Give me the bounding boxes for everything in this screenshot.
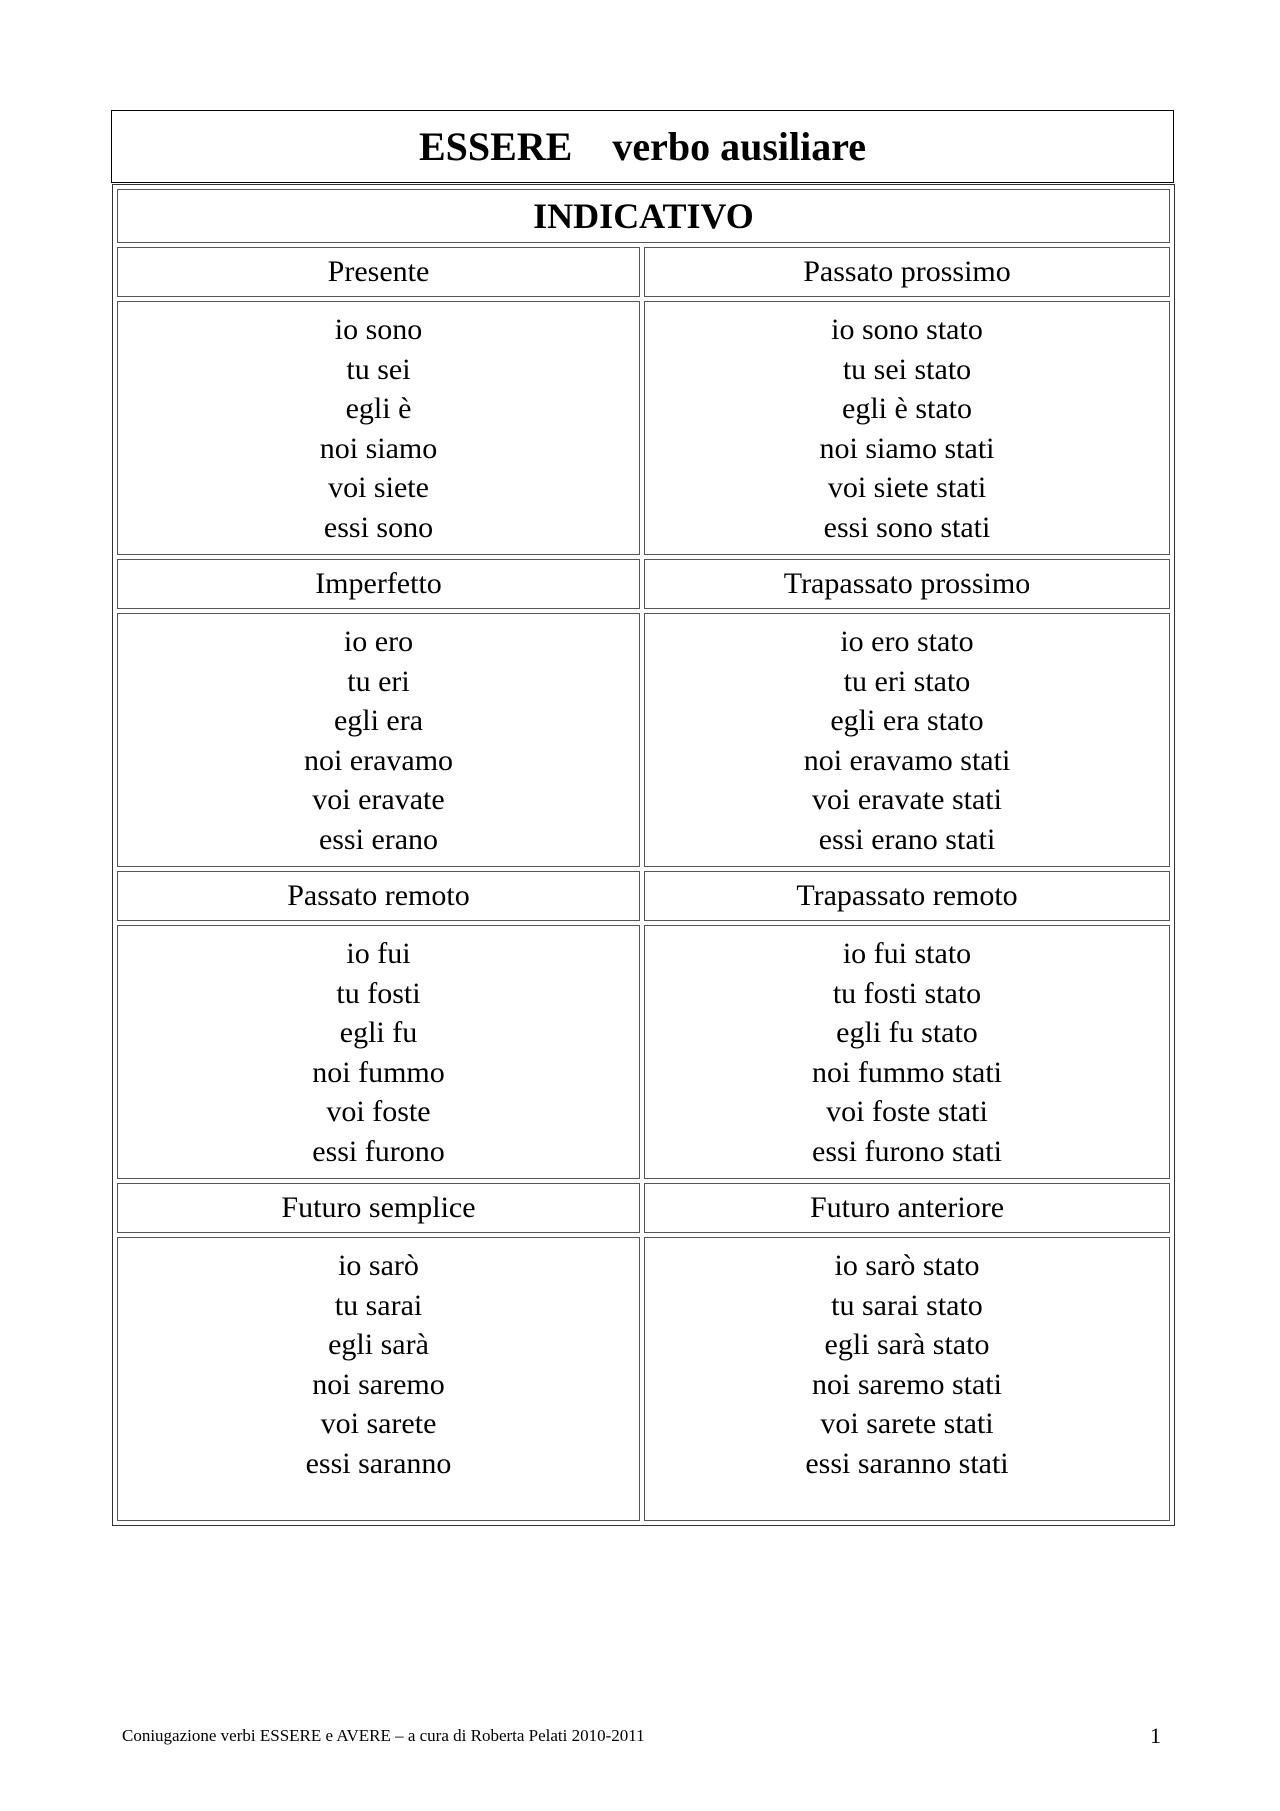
- conjugation-form: egli era stato: [830, 704, 984, 738]
- conjugation-form: egli sarà stato: [824, 1328, 990, 1362]
- conjugation-form: voi sarete stati: [820, 1407, 994, 1441]
- tense-label-futuro-semplice: Futuro semplice: [117, 1183, 640, 1233]
- conjugation-form: egli è stato: [842, 392, 972, 426]
- conjugation-presente: [117, 301, 640, 555]
- conjugation-form: io ero: [343, 625, 414, 658]
- tense-label-trapassato-remoto: Trapassato remoto: [644, 871, 1170, 921]
- conjugation-form: voi siete stati: [827, 471, 987, 505]
- conjugation-form: tu eri: [347, 664, 410, 698]
- footer-credit: Coniugazione verbi ESSERE e AVERE – a cura di Roberta Pelati 2010-2011: [122, 1726, 645, 1745]
- conjugation-futuro-anteriore: [644, 1237, 1170, 1521]
- page-number: 1: [1150, 1723, 1161, 1748]
- conjugation-passato-prossimo: [644, 301, 1170, 555]
- conjugation-form: io sono stato: [831, 313, 983, 346]
- conjugation-form: noi fummo: [312, 1055, 445, 1089]
- conjugation-form: essi furono: [312, 1134, 445, 1168]
- tense-label-trapassato-prossimo: Trapassato prossimo: [644, 559, 1170, 609]
- page-title: ESSERE verbo ausiliare: [111, 110, 1174, 183]
- conjugation-form: io sarò: [338, 1249, 419, 1282]
- tense-label-passato-remoto: Passato remoto: [117, 871, 640, 921]
- conjugation-form: essi sono stati: [823, 510, 991, 544]
- conjugation-form: egli fu stato: [836, 1016, 978, 1050]
- conjugation-table: [112, 184, 1175, 1526]
- conjugation-form: egli sarà: [328, 1328, 429, 1362]
- mood-title: INDICATIVO: [117, 189, 1170, 243]
- conjugation-form: tu eri stato: [843, 664, 971, 698]
- conjugation-form: voi siete: [328, 471, 429, 505]
- conjugation-form: tu fosti: [336, 976, 421, 1010]
- tense-label-futuro-anteriore: Futuro anteriore: [644, 1183, 1170, 1233]
- conjugation-form: noi saremo: [312, 1367, 445, 1401]
- conjugation-form: voi eravate: [312, 783, 445, 817]
- conjugation-form: io fui stato: [842, 937, 972, 970]
- conjugation-form: io ero stato: [840, 625, 974, 658]
- conjugation-form: tu fosti stato: [832, 976, 982, 1010]
- conjugation-form: noi fummo stati: [812, 1055, 1002, 1089]
- conjugation-form: noi eravamo stati: [803, 743, 1011, 777]
- conjugation-form: io sono: [334, 313, 423, 346]
- conjugation-form: essi sono: [323, 510, 434, 544]
- conjugation-form: tu sei stato: [842, 352, 972, 386]
- conjugation-form: voi sarete: [320, 1407, 437, 1441]
- conjugation-form: egli è: [345, 392, 412, 426]
- tense-label-presente: Presente: [117, 247, 640, 297]
- conjugation-form: io sarò stato: [834, 1249, 980, 1282]
- conjugation-form: voi foste stati: [826, 1095, 988, 1129]
- conjugation-trapassato-remoto: [644, 925, 1170, 1179]
- conjugation-form: essi furono stati: [812, 1134, 1002, 1168]
- tense-label-passato-prossimo: Passato prossimo: [644, 247, 1170, 297]
- conjugation-futuro-semplice: [117, 1237, 640, 1521]
- conjugation-form: noi siamo stati: [819, 431, 995, 465]
- conjugation-form: tu sei: [346, 352, 411, 386]
- conjugation-form: egli fu: [339, 1016, 418, 1050]
- conjugation-form: essi saranno stati: [805, 1446, 1009, 1480]
- tense-label-imperfetto: Imperfetto: [117, 559, 640, 609]
- conjugation-form: voi foste: [326, 1095, 431, 1129]
- conjugation-form: noi siamo: [319, 431, 438, 465]
- conjugation-form: noi eravamo: [303, 743, 454, 777]
- conjugation-form: voi eravate stati: [812, 783, 1002, 817]
- conjugation-form: tu sarai: [334, 1288, 423, 1322]
- conjugation-trapassato-prossimo: [644, 613, 1170, 867]
- conjugation-form: essi saranno: [305, 1446, 452, 1480]
- conjugation-form: egli era: [333, 704, 424, 738]
- conjugation-imperfetto: [117, 613, 640, 867]
- conjugation-passato-remoto: [117, 925, 640, 1179]
- conjugation-form: essi erano stati: [818, 822, 996, 856]
- conjugation-form: tu sarai stato: [831, 1288, 983, 1322]
- conjugation-form: io fui: [346, 937, 411, 970]
- conjugation-form: noi saremo stati: [812, 1367, 1002, 1401]
- conjugation-form: essi erano: [318, 822, 439, 856]
